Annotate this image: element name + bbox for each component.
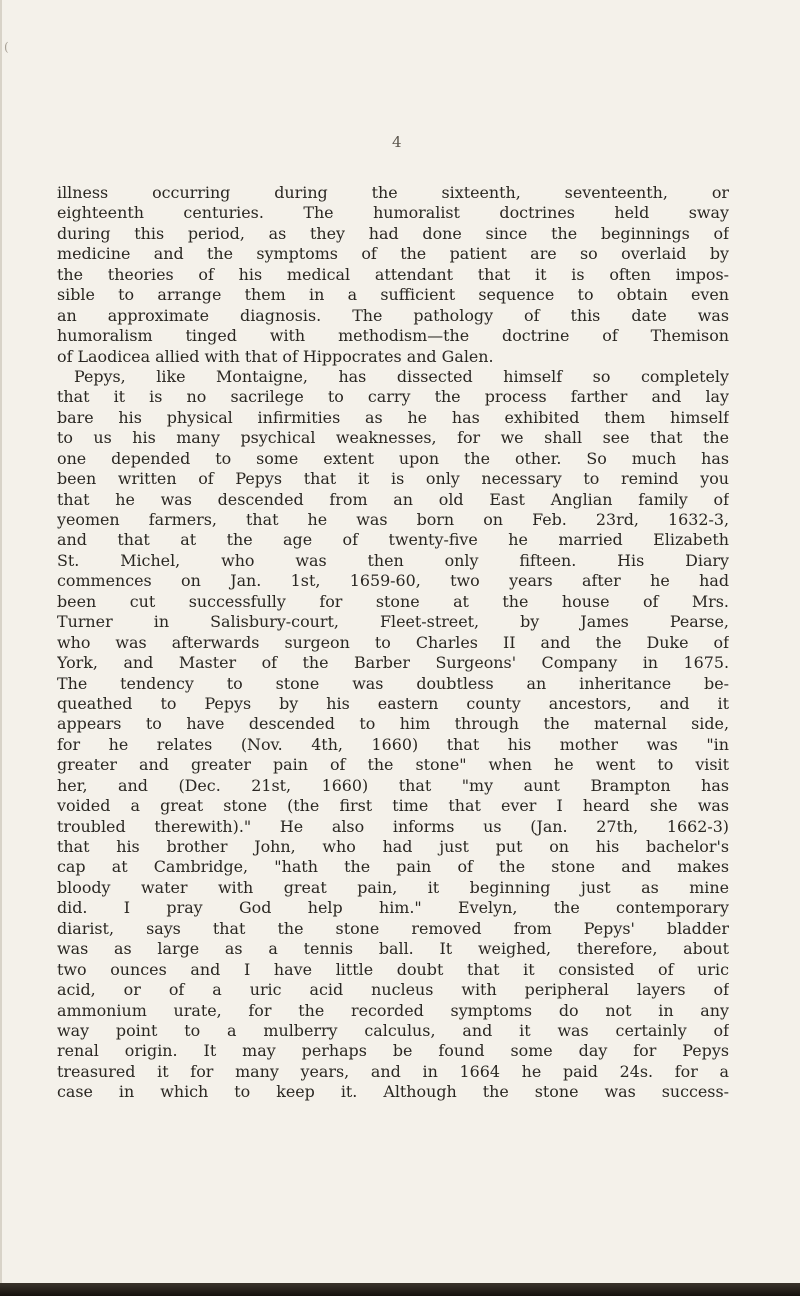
text-line: queathed to Pepys by his eastern county ancestors, and it	[57, 693, 729, 713]
text-line: ammonium urate, for the recorded symptoms do not in any	[57, 1000, 729, 1020]
text-line: voided a great stone (the first time that ever I heard she was	[57, 796, 729, 816]
text-line: diarist, says that the stone removed from Pepys' bladder	[57, 918, 729, 938]
text-line: been written of Pepys that it is only necessary to remind you	[57, 469, 729, 489]
text-line: Pepys, like Montaigne, has dissected himself so completely	[74, 366, 729, 386]
text-line: that he was descended from an old East Anglian family of	[57, 489, 729, 509]
text-line: treasured it for many years, and in 1664 he paid 24s. for a	[57, 1061, 729, 1081]
text-line: an approximate diagnosis. The pathology of this date was	[57, 305, 729, 325]
text-line: The tendency to stone was doubtless an inheritance be-	[57, 673, 729, 693]
text-line: Turner in Salisbury-court, Fleet-street, by James Pearse,	[57, 612, 729, 632]
text-line: did. I pray God help him." Evelyn, the contemporary	[57, 898, 729, 918]
text-line: yeomen farmers, that he was born on Feb. 23rd, 1632-3,	[57, 510, 729, 529]
text-line: and that at the age of twenty-five he married Elizabeth	[57, 530, 729, 550]
text-line: humoralism tinged with methodism—the doctrine of Themison	[57, 326, 729, 346]
body-text	[57, 183, 729, 1103]
text-line: her, and (Dec. 21st, 1660) that "my aunt Brampton has	[57, 775, 729, 795]
text-line: was as large as a tennis ball. It weighed, therefore, about	[57, 939, 729, 959]
text-line: cap at Cambridge, "hath the pain of the stone and makes	[57, 857, 729, 877]
text-line: case in which to keep it. Although the stone was success-	[57, 1082, 729, 1102]
text-line: medicine and the symptoms of the patient are so overlaid by	[57, 244, 729, 264]
text-line: bare his physical infirmities as he has exhibited them himself	[57, 407, 729, 427]
text-line: that it is no sacrilege to carry the process farther and lay	[57, 387, 729, 407]
text-line: the theories of his medical attendant that it is often impos-	[57, 264, 729, 284]
text-line: one depended to some extent upon the other. So much has	[57, 448, 729, 468]
text-line: for he relates (Nov. 4th, 1660) that his mother was "in	[57, 734, 729, 754]
page-edge	[0, 0, 2, 1296]
text-line: troubled therewith)." He also informs us (Jan. 27th, 1662-3)	[57, 816, 729, 836]
text-line: greater and greater pain of the stone" when he went to visit	[57, 755, 729, 775]
text-line: way point to a mulberry calculus, and it was certainly of	[57, 1020, 729, 1040]
text-line: illness occurring during the sixteenth, seventeenth, or	[57, 183, 729, 202]
margin-mark: (	[4, 40, 9, 54]
scan-bottom-edge	[0, 1283, 800, 1296]
text-line: acid, or of a uric acid nucleus with peripheral layers of	[57, 980, 729, 1000]
text-line: commences on Jan. 1st, 1659-60, two years after he had	[57, 571, 729, 591]
text-line: who was afterwards surgeon to Charles II and the Duke of	[57, 632, 729, 652]
text-line: renal origin. It may perhaps be found some day for Pepys	[57, 1041, 729, 1061]
text-line: appears to have descended to him through the maternal side,	[57, 714, 729, 734]
page-number: 4	[392, 133, 402, 151]
text-line: bloody water with great pain, it beginning just as mine	[57, 877, 729, 897]
text-line: during this period, as they had done since the beginnings of	[57, 223, 729, 243]
text-line: been cut successfully for stone at the house of Mrs.	[57, 591, 729, 611]
text-line: St. Michel, who was then only fifteen. His Diary	[57, 550, 729, 570]
text-line: York, and Master of the Barber Surgeons' Company in 1675.	[57, 653, 729, 673]
text-line: eighteenth centuries. The humoralist doctrines held sway	[57, 203, 729, 223]
text-line: two ounces and I have little doubt that it consisted of uric	[57, 959, 729, 979]
text-line: that his brother John, who had just put on his bachelor's	[57, 837, 729, 856]
text-line: of Laodicea allied with that of Hippocrates and Galen.	[57, 346, 494, 366]
text-line: to us his many psychical weaknesses, for we shall see that the	[57, 428, 729, 448]
text-line: sible to arrange them in a sufficient sequence to obtain even	[57, 285, 729, 305]
